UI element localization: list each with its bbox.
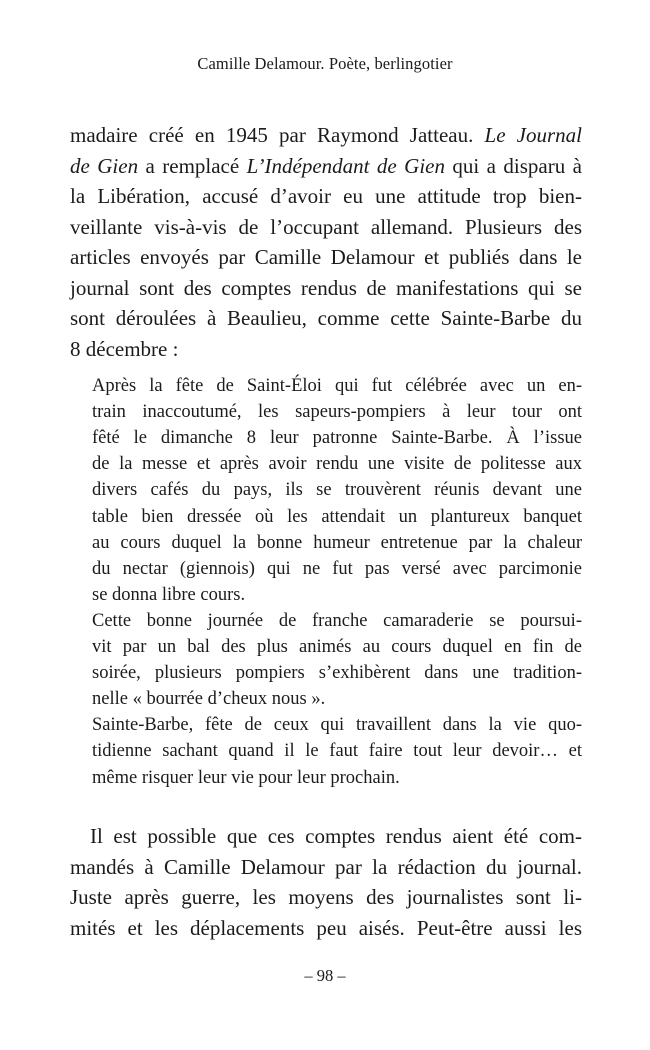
quote-line: du nectar (giennois) qui ne fut pas versé avec parcimonie: [92, 558, 582, 579]
quote-line: vit par un bal des plus animés au cours duquel en fin de: [92, 637, 582, 657]
italic-title: L’Indépendant de Gien: [246, 153, 445, 178]
text-segment: journal sont des comptes rendus de manifestations qui se: [70, 275, 582, 300]
text-line: [70, 152, 582, 180]
text-line: [70, 335, 582, 363]
text-line: [70, 182, 582, 210]
text-line: [70, 274, 582, 302]
italic-title: de Gien: [70, 153, 139, 178]
text-segment: veillante vis-à-vis de l’occupant allemand. Plusieurs des: [70, 214, 582, 239]
quote-line: Sainte-Barbe, fête de ceux qui travaillent dans la vie quo-: [92, 715, 582, 736]
text-line: Juste après guerre, les moyens des journalistes sont li-: [70, 885, 582, 909]
text-line: mandés à Camille Delamour par la rédaction du journal.: [70, 854, 582, 879]
quote-line: soirée, plusieurs pompiers s’exhibèrent dans une tradition-: [92, 663, 582, 684]
quote-line: fêté le dimanche 8 leur patronne Sainte-Barbe. À l’issue: [92, 428, 582, 449]
quote-line: de la messe et après avoir rendu une visite de politesse aux: [92, 454, 582, 475]
text-segment: articles envoyés par Camille Delamour et publiés dans le: [70, 245, 582, 269]
text-segment: a remplacé: [138, 153, 247, 178]
running-header: Camille Delamour. Poète, berlingotier: [197, 54, 453, 73]
text-line: [70, 213, 582, 241]
quote-line: table bien dressée où les attendait un plantureux banquet: [92, 506, 582, 527]
quote-line: se donna libre cours.: [92, 584, 246, 605]
page-number: – 98 –: [304, 966, 346, 985]
text-line: Il est possible que ces comptes rendus aient été com-: [90, 824, 582, 848]
text-segment: madaire créé en 1945 par Raymond Jatteau.: [70, 123, 485, 147]
quote-line: Après la fête de Saint-Éloi qui fut célébrée avec un en-: [92, 376, 582, 396]
text-segment: 8 décembre :: [70, 336, 179, 361]
text-segment: la Libération, accusé d’avoir eu une attitude trop bien-: [70, 184, 582, 208]
quote-line: tidienne sachant quand il le faut faire tout leur devoir… et: [92, 741, 582, 762]
quote-line: même risquer leur vie pour leur prochain.: [92, 767, 400, 788]
italic-title: Le Journal: [484, 123, 582, 147]
text-segment: qui a disparu à: [444, 153, 582, 178]
text-line: [70, 304, 582, 332]
text-segment: sont déroulées à Beaulieu, comme cette Sainte-Barbe du: [70, 306, 582, 330]
quote-line: train inaccoutumé, les sapeurs-pompiers à leur tour ont: [92, 402, 582, 423]
text-line: [70, 121, 582, 149]
text-line: mités et les déplacements peu aisés. Peut-être aussi les: [70, 915, 582, 940]
quote-line: nelle « bourrée d’cheux nous ».: [92, 689, 326, 710]
quote-line: Cette bonne journée de franche camaraderie se poursui-: [92, 610, 582, 631]
quote-line: au cours duquel la bonne humeur entretenue par la chaleur: [92, 532, 582, 553]
quote-line: divers cafés du pays, ils se trouvèrent réunis devant une: [92, 480, 582, 501]
text-line: [70, 243, 582, 271]
